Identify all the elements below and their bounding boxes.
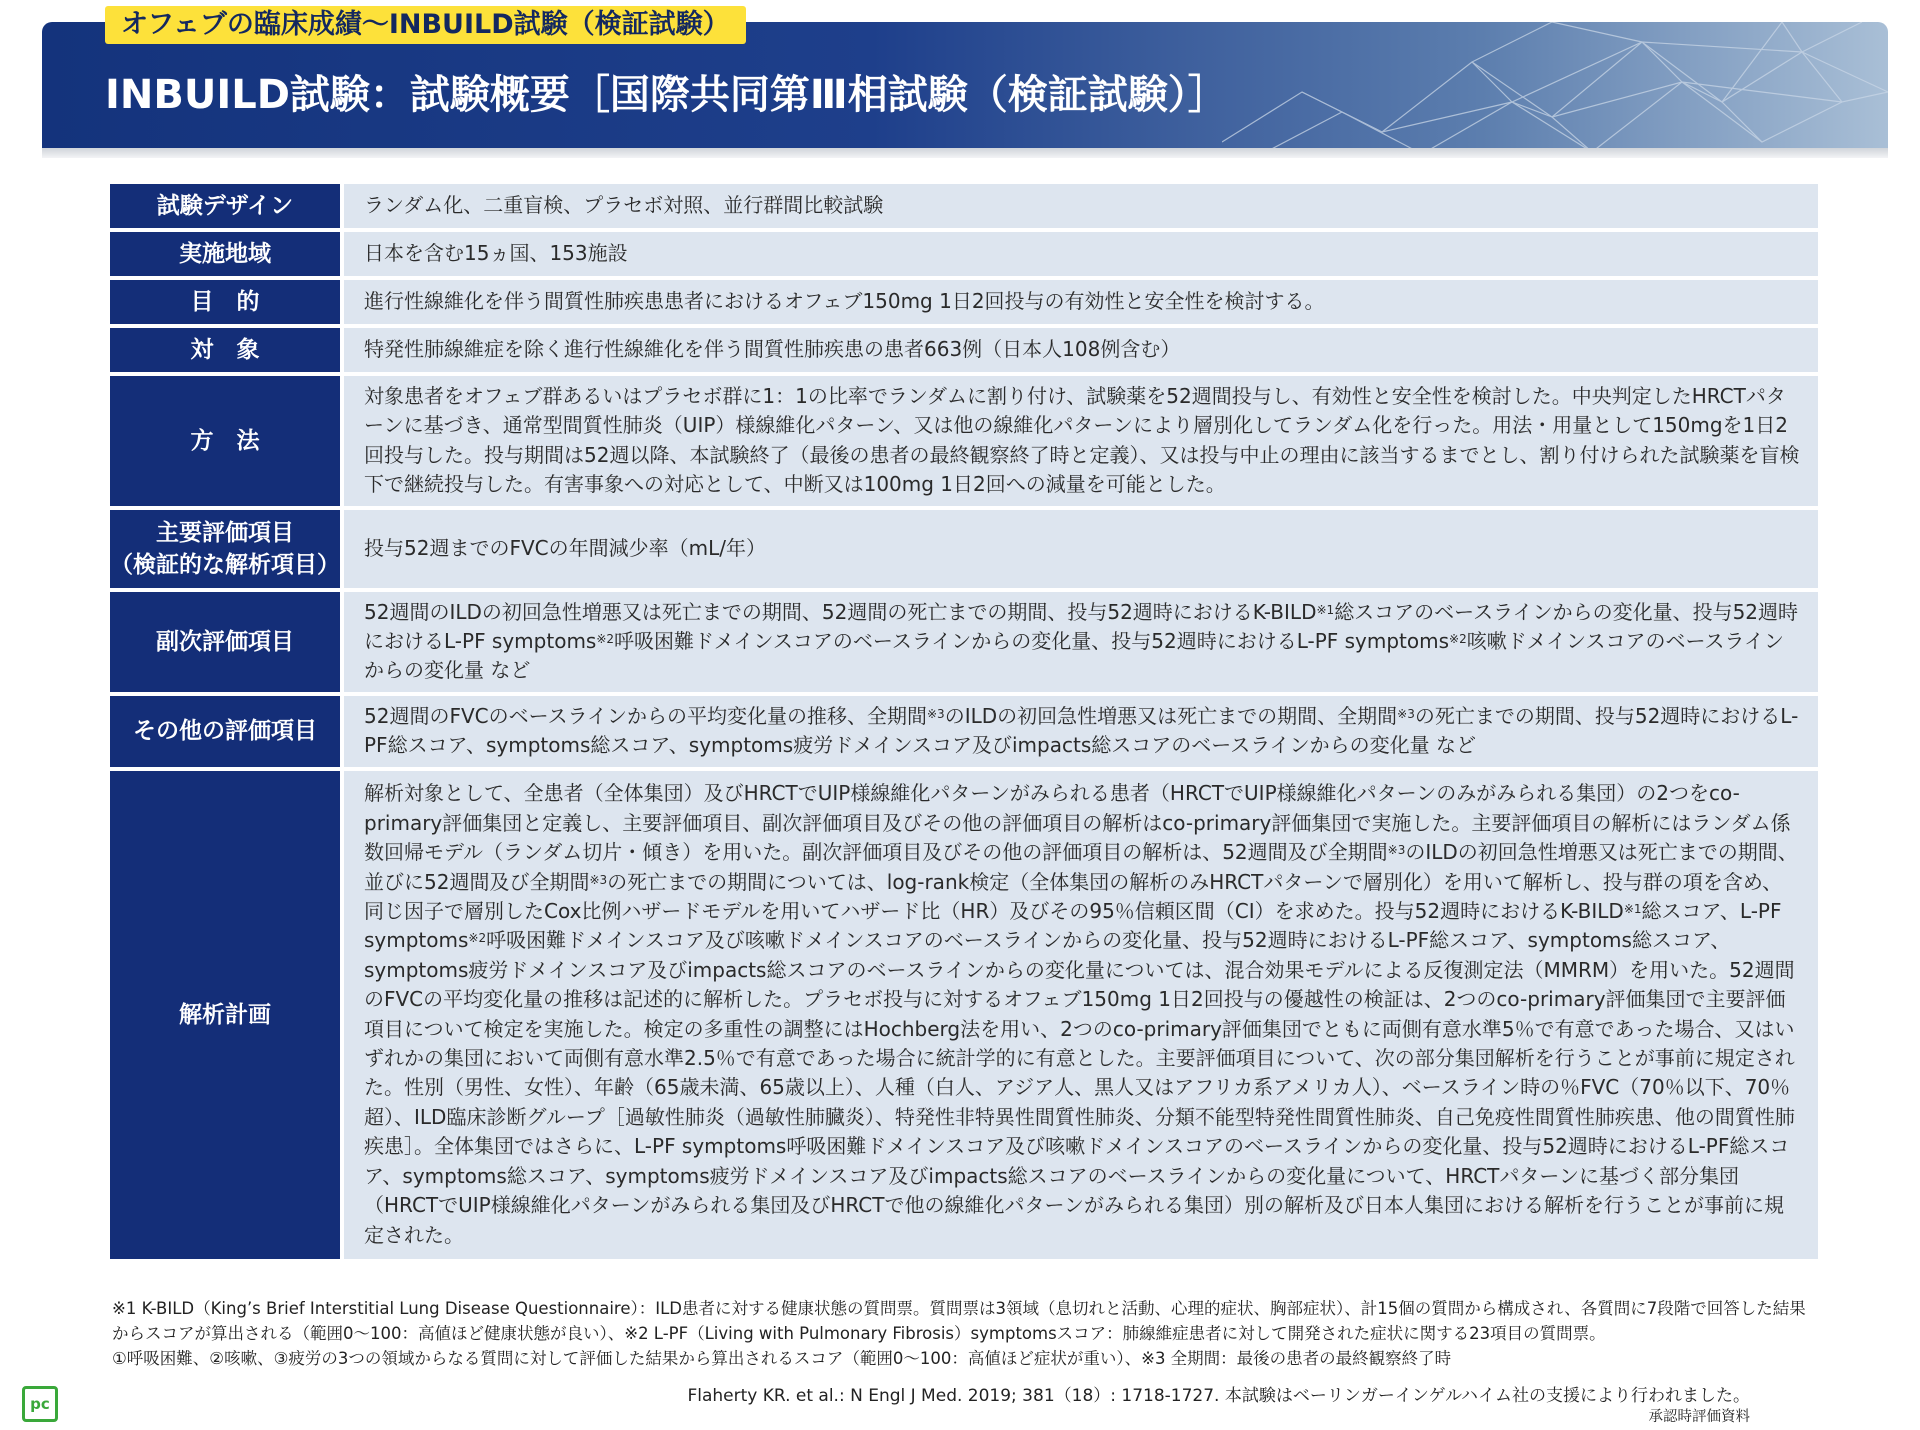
row-label: その他の評価項目 <box>110 696 340 767</box>
page-title: INBUILD試験：試験概要［国際共同第Ⅲ相試験（検証試験）］ <box>105 72 1228 118</box>
footnote-mark: ※1 <box>1316 602 1335 617</box>
text-segment: 解析対象として、全患者（全体集団）及びHRCTでUIP様線維化パターンがみられる患者（HRCTでUIP様線維化パターンのみがみられる集団）の2つをco-primary評価集団と定義し、主要評価項目、副次評価項目及びその他の評価項目の解析はco-primary評価集団で実施した。主要評価項目の解析にはランダム係数回帰モデル（ランダム切片・傾き）を用いた。副次評価項目及びその他の評価項目の解析は、52週間及び全期間 <box>364 781 1791 865</box>
footnote-line: ※1 K-BILD（King’s Brief Interstitial Lung Disease Questionnaire）：ILD患者に対する健康状態の質問票。質問票は3領域（息切れと活動、心理的症状、胸部症状）、計15個の質問から構成され、各質問に7段階で回答した結果からスコアが算出される（範囲0〜100：高値ほど健康状態が良い）、※2 L-PF（Living with Pulmonary Fibrosis）symptomsスコア：肺線維症患者に対して開発された症状に関する23項目の質問票。 <box>112 1299 1806 1343</box>
table-row-method <box>110 376 1818 506</box>
footnotes <box>112 1296 1822 1371</box>
row-value <box>340 771 1818 1259</box>
table-row-primary-endpoint <box>110 510 1818 588</box>
row-label: 対 象 <box>110 328 340 372</box>
footnote-mark: ※1 <box>1623 902 1642 917</box>
row-label: 副次評価項目 <box>110 592 340 692</box>
text-segment: のILDの初回急性増悪又は死亡までの期間、全期間 <box>944 703 1398 728</box>
study-summary-table <box>110 180 1818 1263</box>
row-value: 投与52週までのFVCの年間減少率（mL/年） <box>340 510 1818 588</box>
table-row-subjects <box>110 328 1818 372</box>
row-value: 対象患者をオフェブ群あるいはプラセボ群に1：1の比率でランダムに割り付け、試験薬を52週間投与し、有効性と安全性を検討した。中央判定したHRCTパターンに基づき、通常型間質性肺炎（UIP）様線維化パターン、又は他の線維化パターンにより層別化してランダム化を行った。用法・用量として150mgを1日2回投与した。投与期間は52週以降、本試験終了（最後の患者の最終観察終了時と定義）、又は投与中止の理由に該当するまでとし、割り付けられた試験薬を盲検下で継続投与した。有害事象への対応として、中断又は100mg 1日2回への減量を可能とした。 <box>340 376 1818 506</box>
row-label: 方 法 <box>110 376 340 506</box>
footnote-mark: ※3 <box>589 872 608 887</box>
table-row-analysis-plan <box>110 771 1818 1259</box>
row-value <box>340 592 1818 692</box>
text-segment: 呼吸困難ドメインスコア及び咳嗽ドメインスコアのベースラインからの変化量、投与52週時におけるL-PF総スコア、symptoms総スコア、symptoms疲労ドメインスコア及びimpacts総スコアのベースラインからの変化量については、混合効果モデルによる反復測定法（MMRM）を用いた。52週間のFVCの平均変化量の推移は記述的に解析した。プラセボ投与に対するオフェブ150mg 1日2回投与の優越性の検証は、2つのco-primary評価集団で主要評価項目について検定を実施した。検定の多重性の調整にはHochberg法を用い、2つのco-primary評価集団でともに両側有意水準5％で有意であった場合、又はいずれかの集団において両側有意水準2.5％で有意であった場合に統計学的に有意とした。主要評価項目について、次の部分集団解析を行うことが事前に規定された。性別（男性、女性）、年齢（65歳未満、65歳以上）、人種（白人、アジア人、黒人又はアフリカ系アメリカ人）、ベースライン時の％FVC（70％以下、70％超）、ILD臨床診断グループ［過敏性肺炎（過敏性肺臓炎）、特発性非特異性間質性肺炎、分類不能型特発性間質性肺炎、自己免疫性間質性肺疾患、他の間質性肺疾患］。全体集団ではさらに、L-PF symptoms呼吸困難ドメインスコア及び咳嗽ドメインスコアのベースラインからの変化量、投与52週時におけるL-PF総スコア、symptoms総スコア、symptoms疲労ドメインスコア及びimpacts総スコアのベースラインからの変化量について、HRCTパターンに基づく部分集団（HRCTでUIP様線維化パターンがみられる集団及びHRCTで他の線維化パターンがみられる集団）別の解析及び日本人集団における解析を行うことが事前に規定された。 <box>364 928 1795 1247</box>
row-value: ランダム化、二重盲検、プラセボ対照、並行群間比較試験 <box>340 184 1818 228</box>
network-pattern-decoration <box>1222 22 1888 154</box>
text-segment: 総スコア、L-PF symptoms <box>364 899 1782 953</box>
row-label: 実施地域 <box>110 232 340 276</box>
table-row-other-endpoints <box>110 696 1818 767</box>
footnote-mark: ※3 <box>1387 843 1406 858</box>
pc-logo-icon: pc <box>22 1386 58 1422</box>
row-label-line2: （検証的な解析項目） <box>110 551 340 578</box>
text-segment: のILDの初回急性増悪又は死亡までの期間、並びに52週間及び全期間 <box>364 840 1798 894</box>
row-value <box>340 696 1818 767</box>
text-segment: の死亡までの期間については、log-rank検定（全体集団の解析のみHRCTパターンで層別化）を用いて解析し、投与群の項を含め、同じ因子で層別したCox比例ハザードモデルを用いてハザード比（HR）及びその95％信頼区間（CI）を求めた。投与52週時におけるK-BILD <box>364 869 1783 924</box>
row-label: 解析計画 <box>110 771 340 1259</box>
text-segment: 総スコアのベースラインからの変化量、投与52週時におけるL-PF symptoms <box>364 599 1799 654</box>
footnote-mark: ※2 <box>596 632 615 647</box>
row-label <box>110 510 340 588</box>
footnote-mark: ※3 <box>927 706 945 721</box>
table-row-region <box>110 232 1818 276</box>
section-tag: オフェブの臨床成績〜INBUILD試験（検証試験） <box>105 6 746 44</box>
table-row-purpose <box>110 280 1818 324</box>
footnote-mark: ※3 <box>1397 706 1415 721</box>
approval-note: 承認時評価資料 <box>1648 1409 1750 1425</box>
table-row-secondary-endpoints <box>110 592 1818 692</box>
row-label: 試験デザイン <box>110 184 340 228</box>
header-shadow-bar <box>42 148 1888 158</box>
table-row-design <box>110 184 1818 228</box>
row-label: 目 的 <box>110 280 340 324</box>
footnote-mark: ※2 <box>468 931 487 946</box>
text-segment: 咳嗽ドメインスコアのベースラインからの変化量 など <box>364 629 1784 683</box>
row-value: 日本を含む15ヵ国、153施設 <box>340 232 1818 276</box>
row-label-line1: 主要評価項目 <box>156 519 294 546</box>
text-segment: 52週間のFVCのベースラインからの平均変化量の推移、全期間 <box>364 703 927 728</box>
footnote-mark: ※2 <box>1449 632 1467 647</box>
footnote-line: ①呼吸困難、②咳嗽、③疲労の3つの領域からなる質問に対して評価した結果から算出されるスコア（範囲0〜100：高値ほど症状が重い）、※3 全期間：最後の患者の最終観察終了時 <box>112 1349 1452 1368</box>
row-value: 進行性線維化を伴う間質性肺疾患患者におけるオフェブ150mg 1日2回投与の有効性と安全性を検討する。 <box>340 280 1818 324</box>
text-segment: 呼吸困難ドメインスコアのベースラインからの変化量、投与52週時におけるL-PF symptoms <box>614 629 1450 654</box>
text-segment: の死亡までの期間、投与52週時におけるL-PF総スコア、symptoms総スコア、symptoms疲労ドメインスコア及びimpacts総スコアのベースラインからの変化量 など <box>364 703 1799 758</box>
citation: Flaherty KR. et al.: N Engl J Med. 2019; 381（18）: 1718-1727. 本試験はベーリンガーインゲルハイム社の支援により行われました。 <box>687 1386 1750 1406</box>
text-segment: 52週間のILDの初回急性増悪又は死亡までの期間、52週間の死亡までの期間、投与52週時におけるK-BILD <box>364 599 1317 624</box>
row-value: 特発性肺線維症を除く進行性線維化を伴う間質性肺疾患の患者663例（日本人108例含む） <box>340 328 1818 372</box>
